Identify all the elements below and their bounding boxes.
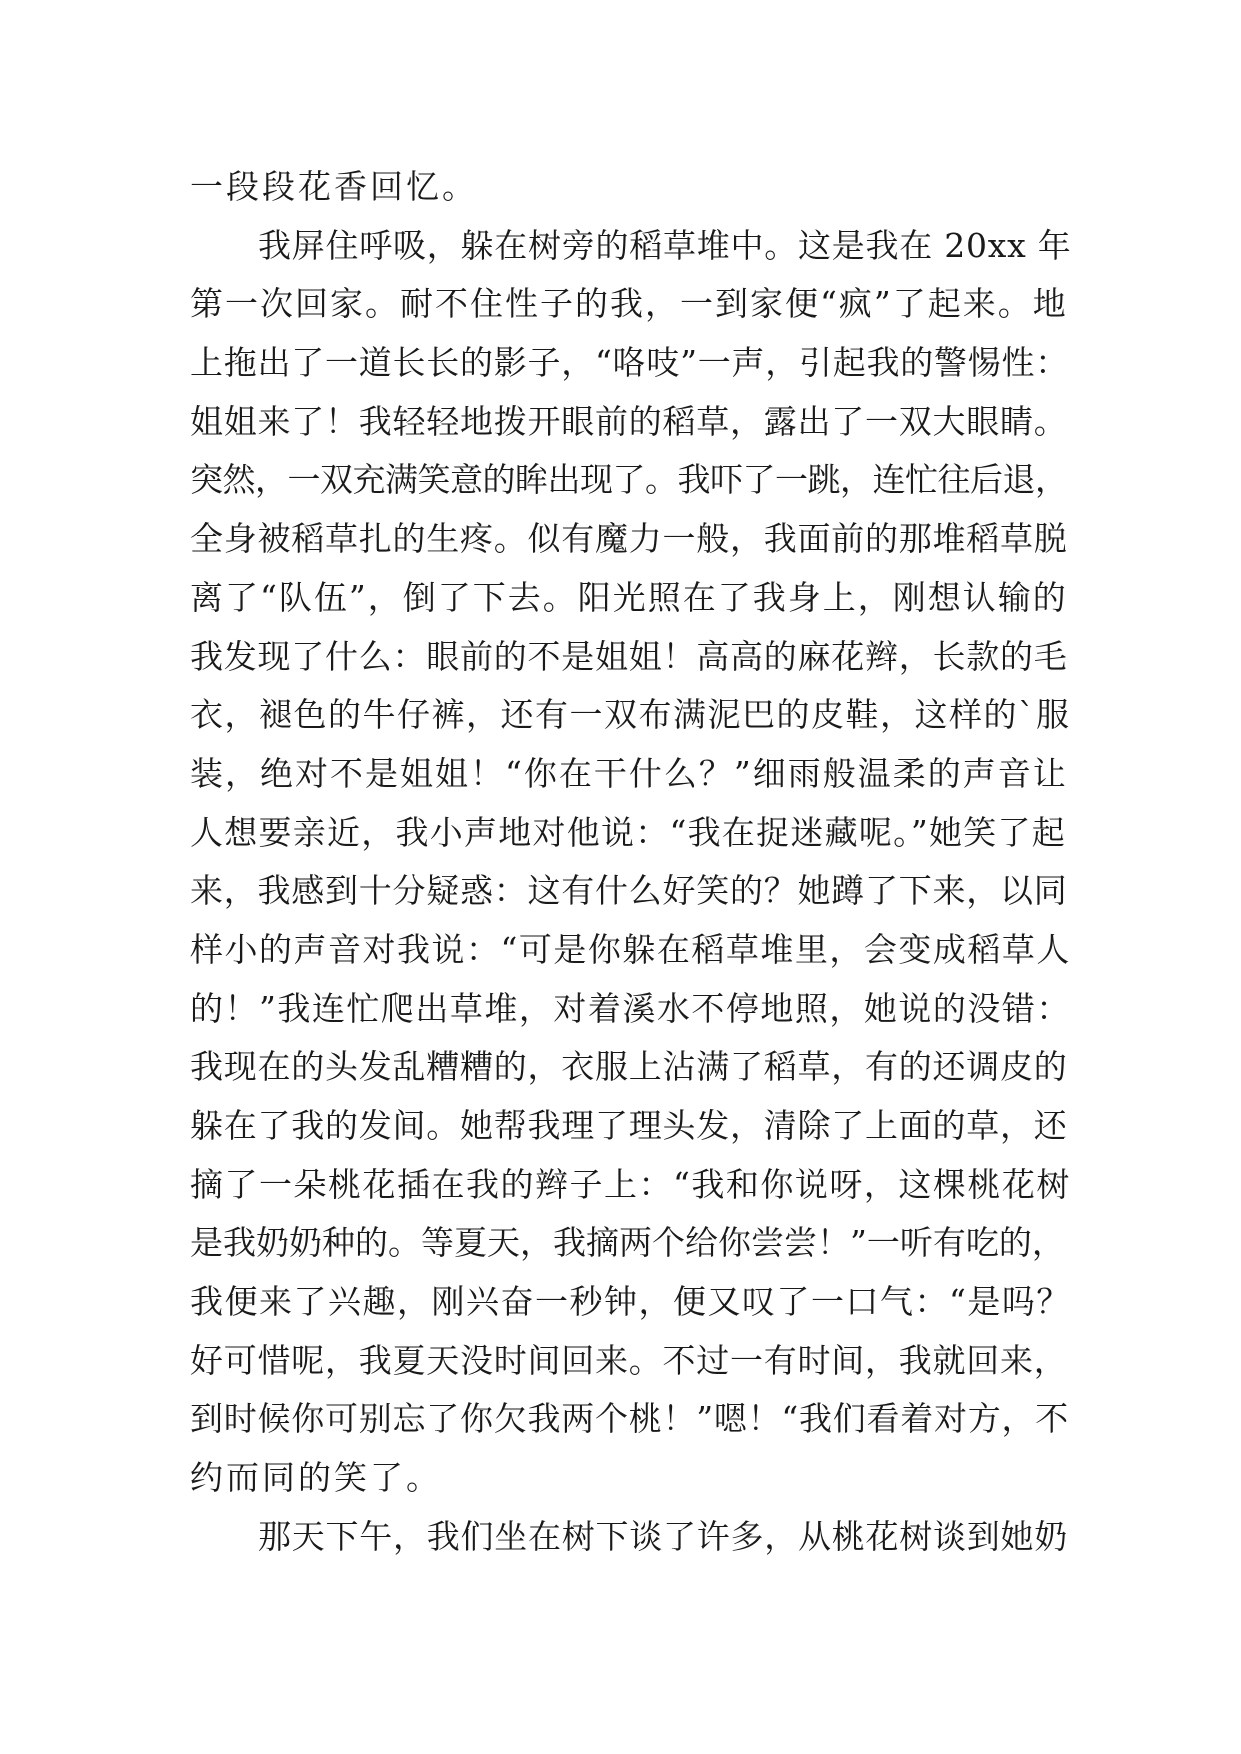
text-line: 我发现了什么：眼前的不是姐姐！高高的麻花辫，长款的毛	[190, 636, 1068, 676]
text-line: 那天下午，我们坐在树下谈了许多，从桃花树谈到她奶	[258, 1516, 1068, 1556]
text-line: 到时候你可别忘了你欠我两个桃！”嗯！“我们看着对方，不	[190, 1399, 1069, 1439]
text-line: 装，绝对不是姐姐！“你在干什么？”细雨般温柔的声音让	[190, 753, 1068, 793]
text-line: 躲在了我的发间。她帮我理了理头发，清除了上面的草，还	[190, 1106, 1068, 1145]
text-line: 突然，一双充满笑意的眸出现了。我吓了一跳，连忙往后退，	[190, 460, 1068, 500]
text-line: 我屏住呼吸，躲在树旁的稻草堆中。这是我在 20xx 年	[258, 225, 1072, 265]
text-line: 衣，褪色的牛仔裤，还有一双布满泥巴的皮鞋，这样的`服	[190, 695, 1071, 735]
text-line: 人想要亲近，我小声地对他说：“我在捉迷藏呢。”她笑了起	[190, 812, 1066, 852]
text-line: 一段段花香回忆。	[190, 167, 478, 206]
text-line: 我现在的头发乱糟糟的，衣服上沾满了稻草，有的还调皮的	[190, 1047, 1068, 1087]
text-line: 摘了一朵桃花插在我的辫子上：“我和你说呀，这棵桃花树	[190, 1164, 1071, 1204]
text-line: 我便来了兴趣，刚兴奋一秒钟，便又叹了一口气：“是吗？	[190, 1282, 1071, 1322]
text-line: 上拖出了一道长长的影子，“咯吱”一声，引起我的警惕性：	[190, 343, 1069, 383]
text-line: 第一次回家。耐不住性子的我，一到家便“疯”了起来。地	[190, 284, 1068, 324]
text-line: 约而同的笑了。	[190, 1458, 442, 1498]
text-line: 离了“队伍”，倒了下去。阳光照在了我身上，刚想认输的	[190, 577, 1068, 617]
body-text	[190, 158, 1070, 1567]
text-line: 好可惜呢，我夏天没时间回来。不过一有时间，我就回来，	[190, 1340, 1068, 1380]
text-line: 来，我感到十分疑惑：这有什么好笑的？她蹲了下来，以同	[190, 871, 1068, 911]
text-line: 是我奶奶种的。等夏天，我摘两个给你尝尝！”一听有吃的，	[190, 1223, 1065, 1263]
text-line: 的！”我连忙爬出草堆，对着溪水不停地照，她说的没错：	[190, 988, 1071, 1028]
text-line: 样小的声音对我说：“可是你躲在稻草堆里，会变成稻草人	[190, 929, 1071, 969]
text-line: 全身被稻草扎的生疼。似有魔力一般，我面前的那堆稻草脱	[190, 519, 1068, 559]
text-line: 姐姐来了！我轻轻地拨开眼前的稻草，露出了一双大眼睛。	[190, 401, 1068, 441]
